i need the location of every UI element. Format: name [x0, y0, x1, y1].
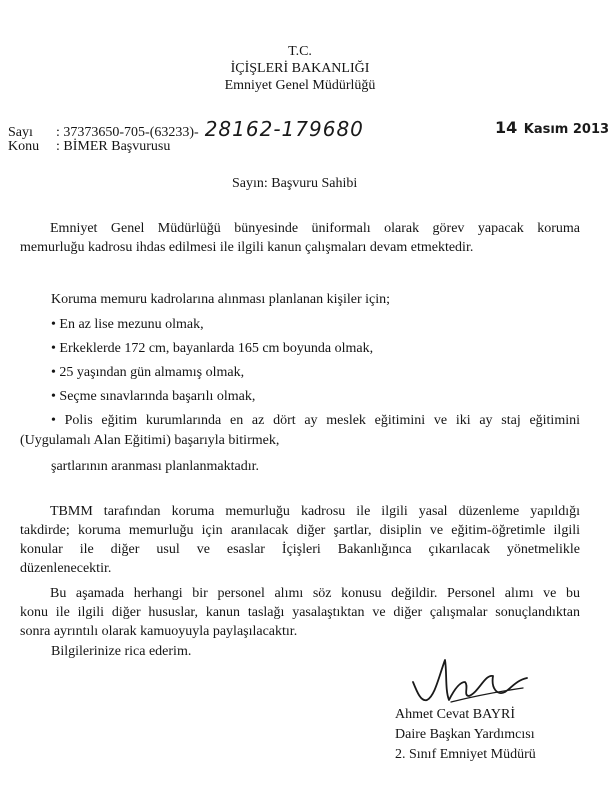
list-item: • Polis eğitim kurumlarında en az dört ay meslek eğitimini ve iki ay staj eğitimini — [51, 413, 580, 428]
date-month-year: Kasım 2013 — [523, 122, 609, 137]
paragraph-2-line-1: TBMM tarafından koruma memurluğu kadrosu ile ilgili yasal düzenleme yapıldığı — [50, 504, 580, 519]
list-item: • Seçme sınavlarında başarılı olmak, — [51, 389, 256, 404]
paragraph-2-line-3: konular ile diğer usul ve esaslar İçişleri Bakanlığınca çıkarılacak yönetmelikle — [20, 542, 580, 557]
header-directorate: Emniyet Genel Müdürlüğü — [224, 78, 376, 93]
sayi-handwritten-number: 28162-179680 — [204, 117, 364, 141]
paragraph-2 — [20, 503, 580, 579]
signature-scribble — [405, 652, 535, 710]
closing-line: Bilgilerinize rica ederim. — [51, 644, 192, 659]
konu-value: : BİMER Başvurusu — [56, 139, 171, 154]
sayi-label: Sayı — [8, 125, 33, 140]
list-item: • Erkeklerde 172 cm, bayanlarda 165 cm boyunda olmak, — [51, 341, 374, 356]
date-stamp — [495, 117, 609, 140]
paragraph-1-line-1: Emniyet Genel Müdürlüğü bünyesinde üniformalı olarak görev yapacak koruma — [50, 221, 580, 236]
konu-label: Konu — [8, 139, 40, 154]
signatory-title-2: 2. Sınıf Emniyet Müdürü — [395, 747, 536, 762]
salutation: Sayın: Başvuru Sahibi — [232, 176, 358, 191]
list-item-continuation: (Uygulamalı Alan Eğitimi) başarıyla bitirmek, — [20, 433, 280, 448]
sayi-value: : 37373650-705-(63233)- — [56, 125, 199, 140]
date-day: 14 — [495, 118, 518, 137]
paragraph-3-line-3: sonra ayrıntılı olarak kamuoyuyla paylaşılacaktır. — [20, 624, 298, 639]
signatory-title-1: Daire Başkan Yardımcısı — [395, 727, 535, 742]
paragraph-2-line-4: düzenlenecektir. — [20, 561, 112, 576]
paragraph-3 — [20, 585, 580, 642]
list-item: • 25 yaşından gün almamış olmak, — [51, 365, 245, 380]
paragraph-2-line-2: takdirde; koruma memurluğu için aranılacak diğer şartlar, disiplin ve eğitim-öğretimle ilgili — [20, 523, 580, 538]
criteria-intro: Koruma memuru kadrolarına alınması planlanan kişiler için; — [51, 292, 391, 307]
subject-row — [8, 138, 408, 157]
reference-number-row — [8, 116, 528, 140]
header-ministry: İÇİŞLERİ BAKANLIĞI — [230, 61, 370, 76]
paragraph-3-line-2: konu ile ilgili diğer hususlar, kanun taslağı yasalaştıktan ve diğer çalışmalar sonuçlandıktan — [20, 605, 580, 620]
paragraph-1-line-2: memurluğu kadrosu ihdas edilmesi ile ilgili kanun çalışmaları devam etmektedir. — [20, 240, 474, 255]
header-tc: T.C. — [288, 44, 312, 59]
conditions-line: şartlarının aranması planlanmaktadır. — [51, 459, 259, 474]
paragraph-3-line-1: Bu aşamada herhangi bir personel alımı söz konusu değildir. Personel alımı ve bu — [50, 586, 580, 601]
paragraph-1 — [20, 220, 580, 258]
signatory-name: Ahmet Cevat BAYRİ — [395, 707, 516, 722]
list-item: • En az lise mezunu olmak, — [51, 317, 204, 332]
